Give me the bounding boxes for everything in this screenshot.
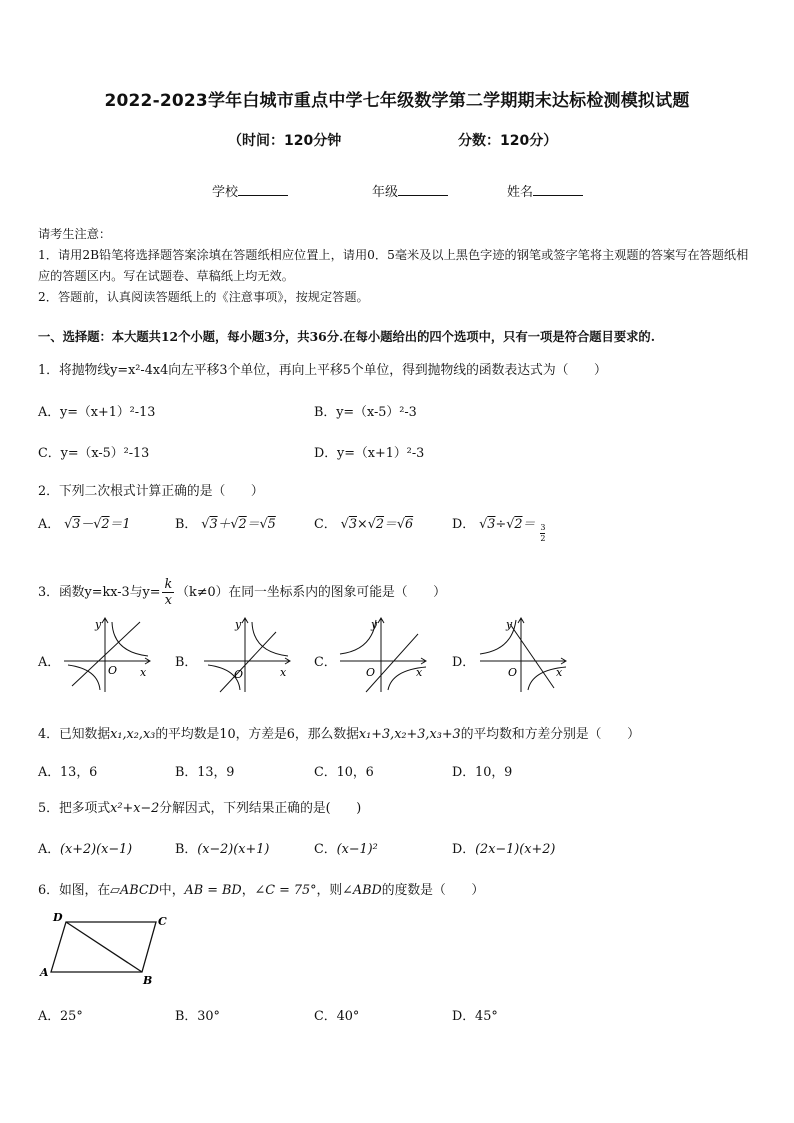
q6-option-c[interactable]: C．40° xyxy=(314,1009,360,1024)
q6-stem: 6．如图，在▱ABCD中，AB = BD，∠C = 75°，则∠ABD的度数是（ ） xyxy=(38,883,485,898)
q3-graph-d[interactable] xyxy=(476,614,572,694)
q2-d-fraction: $\frac{3}{2}$ xyxy=(540,523,546,543)
q2-d-expr: √3÷√2＝ xyxy=(479,517,536,532)
q4-option-a[interactable]: A．13，6 xyxy=(38,765,98,780)
q5-option-d[interactable]: D．(2x−1)(x+2) xyxy=(452,842,556,857)
q1-option-d[interactable]: D．y=（x+1）²-3 xyxy=(314,446,425,461)
q6-option-b[interactable]: B．30° xyxy=(175,1009,220,1024)
svg-text:O: O xyxy=(108,664,118,677)
q5-option-a[interactable]: A．(x+2)(x−1) xyxy=(38,842,133,857)
q5-option-c[interactable]: C．(x−1)² xyxy=(314,842,378,857)
school-field[interactable] xyxy=(212,181,288,200)
section-heading: 一、选择题：本大题共12个小题，每小题3分，共36分.在每小题给出的四个选项中，只有一项是符合题目要求的. xyxy=(38,329,656,344)
q2-option-a[interactable] xyxy=(38,513,131,532)
q4-option-b[interactable]: B．13，9 xyxy=(175,765,235,780)
q2-a-label: A． xyxy=(38,517,61,532)
hyperbola-branch xyxy=(112,622,148,656)
q2-stem: 2．下列二次根式计算正确的是（ ） xyxy=(38,484,264,499)
svg-text:y: y xyxy=(506,618,513,631)
grade-label: 年级 xyxy=(372,185,399,200)
q2-a-expr: √3－√2＝1 xyxy=(64,517,131,532)
q3-fraction: $\frac{k}{x}$ xyxy=(164,577,173,608)
name-blank[interactable] xyxy=(533,183,583,196)
point-b-label: B xyxy=(143,974,153,987)
q5-stem: 5．把多项式x²+x−2分解因式，下列结果正确的是( ) xyxy=(38,801,362,816)
q3-option-d-label[interactable]: D． xyxy=(452,655,476,670)
q5-option-b[interactable]: B．(x−2)(x+1) xyxy=(175,842,270,857)
q4-option-d[interactable]: D．10，9 xyxy=(452,765,513,780)
q3-option-b-label[interactable]: B． xyxy=(175,655,198,670)
school-label: 学校 xyxy=(212,185,239,200)
q3-graph-a[interactable] xyxy=(60,614,156,694)
exam-title: 2022-2023学年白城市重点中学七年级数学第二学期期末达标检测模拟试题 xyxy=(104,91,690,111)
q1-stem: 1．将抛物线y=x²-4x4向左平移3个单位，再向上平移5个单位，得到抛物线的函数表达式为（ ） xyxy=(38,363,607,378)
line-graph xyxy=(72,622,140,686)
notice-item-2: 2．答题前，认真阅读答题纸上的《注意事项》，按规定答题。 xyxy=(38,290,369,304)
point-c-label: C xyxy=(158,915,167,928)
name-field[interactable] xyxy=(507,181,583,200)
q3-stem: 3．函数y=kx-3与y= $\frac{k}{x}$ （k≠0）在同一坐标系内的图象可能是（ ） xyxy=(38,577,446,608)
q1-option-a[interactable]: A．y=（x+1）²-13 xyxy=(38,405,156,420)
point-a-label: A xyxy=(40,966,49,979)
q1-option-c[interactable]: C．y=（x-5）²-13 xyxy=(38,446,150,461)
q3-graph-c[interactable] xyxy=(336,614,432,694)
notice-heading: 请考生注意： xyxy=(38,227,112,241)
name-label: 姓名 xyxy=(507,185,534,200)
svg-text:x: x xyxy=(416,666,423,679)
q2-d-label: D． xyxy=(452,517,476,532)
q2-c-label: C． xyxy=(314,517,337,532)
school-blank[interactable] xyxy=(238,183,288,196)
q6-option-a[interactable]: A．25° xyxy=(38,1009,83,1024)
svg-text:x: x xyxy=(280,666,287,679)
point-d-label: D xyxy=(53,911,63,924)
svg-text:y: y xyxy=(371,618,378,631)
svg-text:O: O xyxy=(508,666,518,679)
notice-item-1: 1．请用2B铅笔将选择题答案涂填在答题纸相应位置上，请用0．5毫米及以上黑色字迹的钢笔或签字笔将主观题的答案写在答题纸相应的答题区内。写在试题卷、草稿纸上均无效。 xyxy=(38,248,749,283)
svg-text:x: x xyxy=(556,666,563,679)
svg-text:O: O xyxy=(234,668,244,681)
q1-option-b[interactable]: B．y=（x-5）²-3 xyxy=(314,405,417,420)
notice-block xyxy=(38,224,760,308)
svg-text:x: x xyxy=(140,666,147,679)
q3-option-c-label[interactable]: C． xyxy=(314,655,337,670)
q6-option-d[interactable]: D．45° xyxy=(452,1009,498,1024)
q6-parallelogram-figure xyxy=(36,908,168,988)
svg-text:O: O xyxy=(366,666,376,679)
q2-b-expr: √3＋√2＝√5 xyxy=(201,517,276,532)
q2-option-b[interactable] xyxy=(175,513,276,532)
q4-option-c[interactable]: C．10，6 xyxy=(314,765,374,780)
q2-b-label: B． xyxy=(175,517,198,532)
q3-graph-b[interactable] xyxy=(200,614,296,694)
q2-option-d[interactable] xyxy=(452,513,546,543)
time-label: （时间：120分钟 xyxy=(228,133,342,149)
q4-stem: 4．已知数据x₁,x₂,x₃的平均数是10，方差是6，那么数据x₁+3,x₂+3,x₃+3的平均数和方差分别是（ ） xyxy=(38,727,640,742)
svg-text:y: y xyxy=(235,618,242,631)
q3-option-a-label[interactable]: A． xyxy=(38,655,61,670)
score-label: 分数：120分） xyxy=(458,133,558,149)
hyperbola-branch xyxy=(68,665,100,690)
q2-option-c[interactable] xyxy=(314,513,413,532)
q2-c-expr: √3×√2＝√6 xyxy=(340,517,414,532)
diagonal-bd xyxy=(66,922,142,972)
grade-field[interactable] xyxy=(372,181,448,200)
grade-blank[interactable] xyxy=(398,183,448,196)
svg-text:y: y xyxy=(95,618,102,631)
